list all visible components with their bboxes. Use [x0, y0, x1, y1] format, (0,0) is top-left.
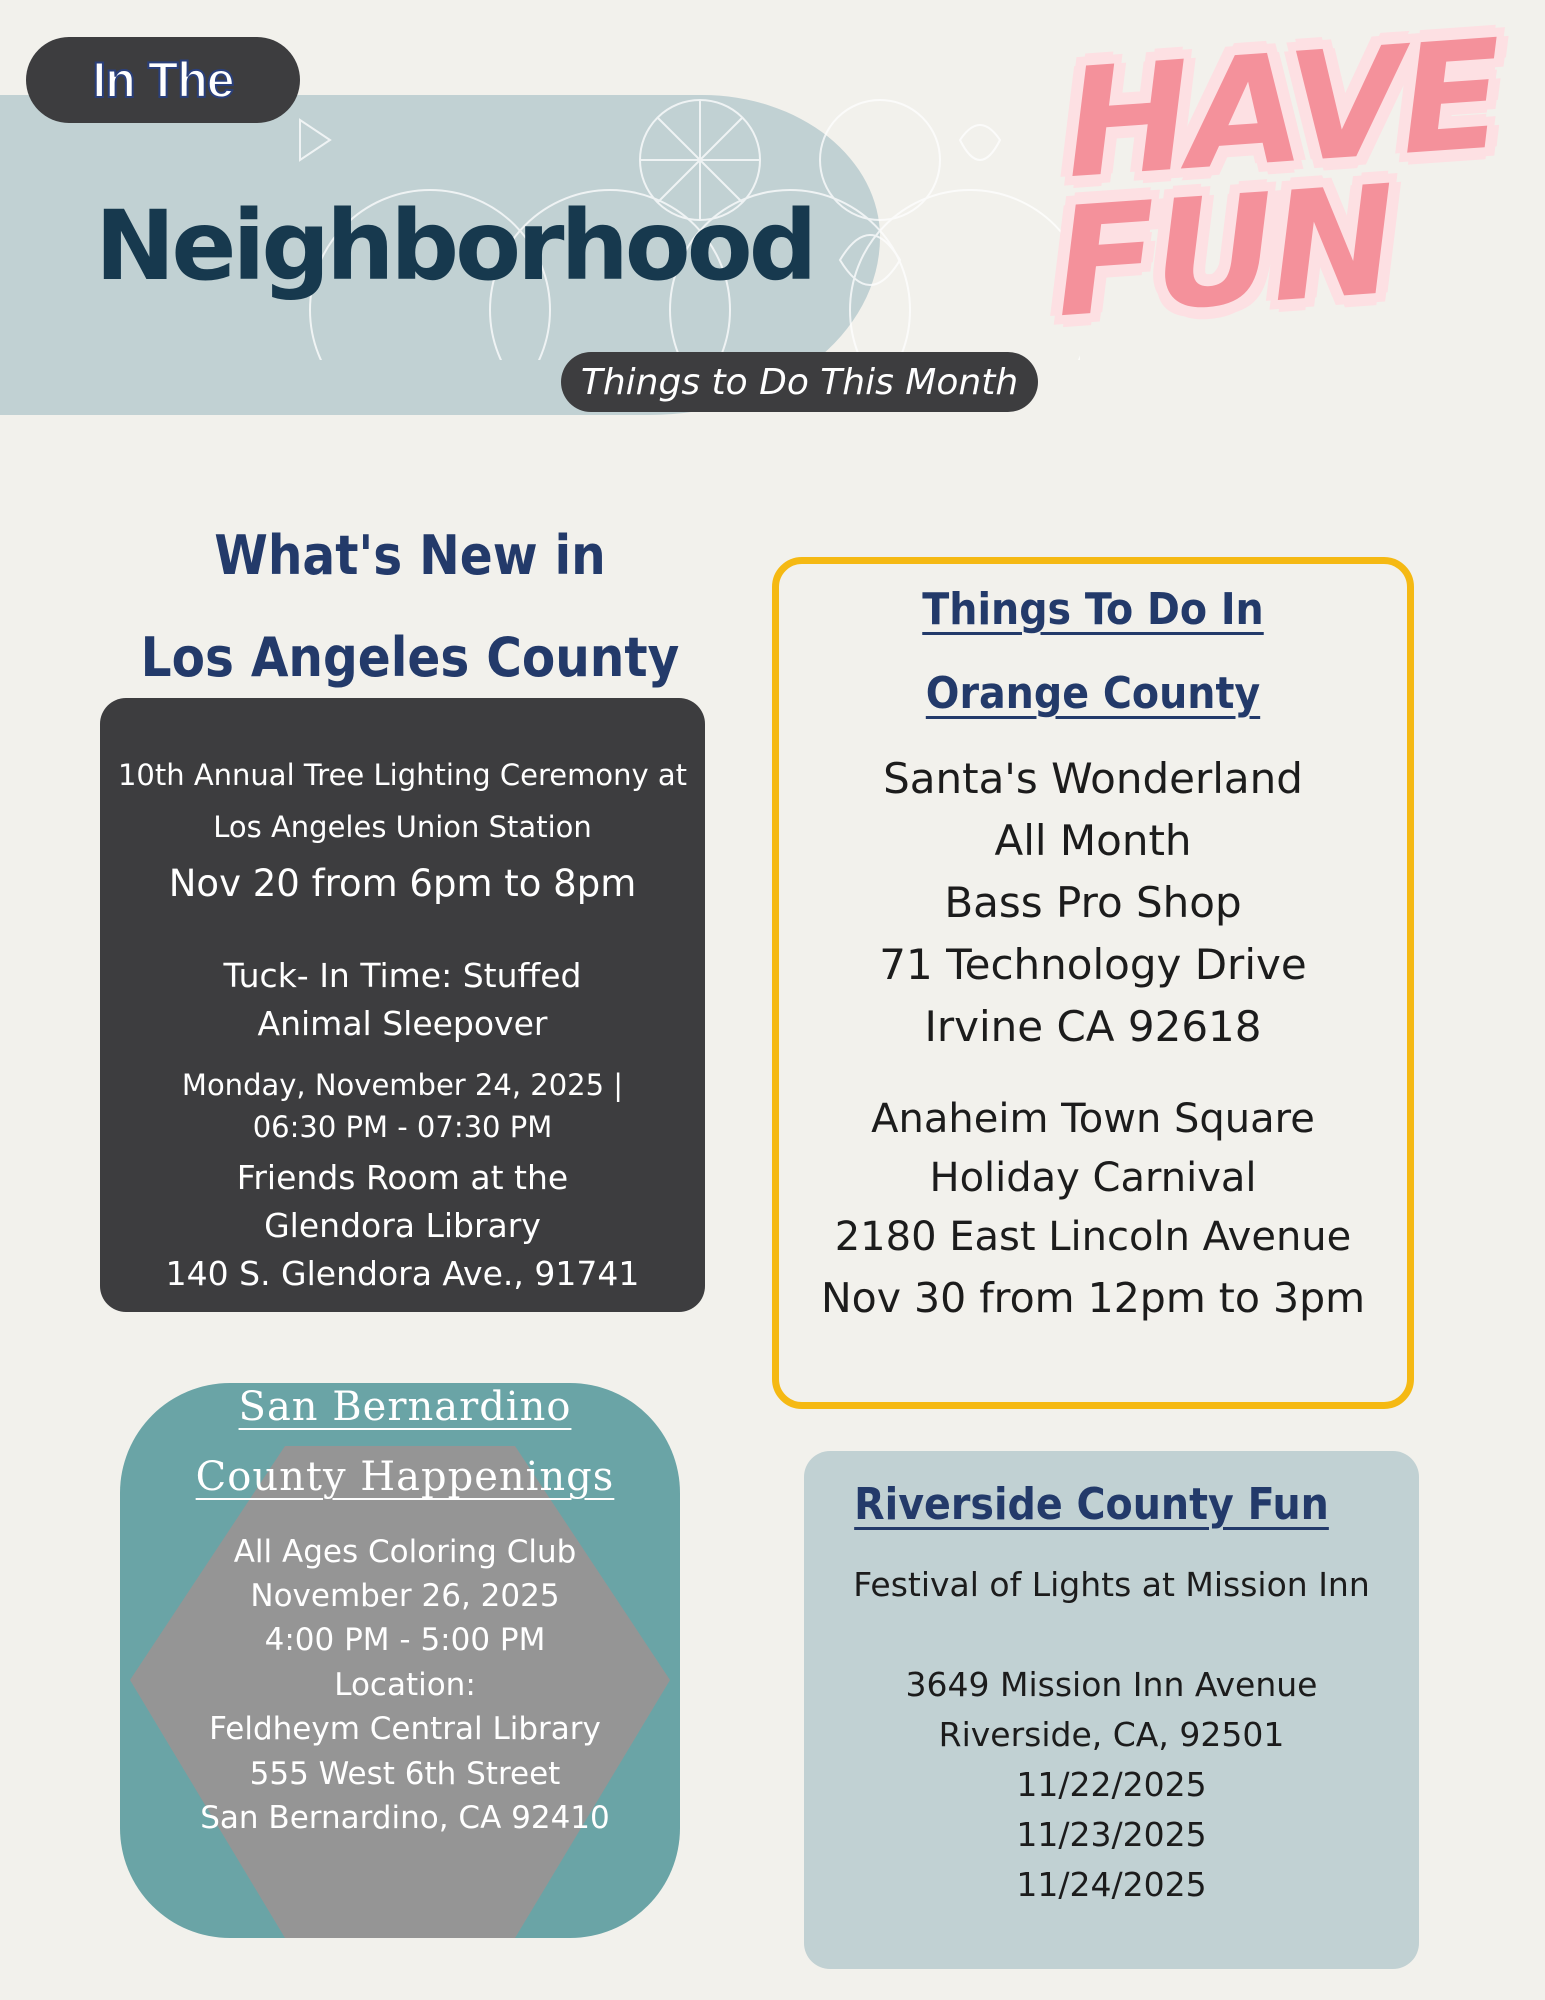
la-section-heading	[100, 505, 720, 709]
la-event1-title-line2: Los Angeles Union Station	[213, 810, 592, 844]
page-subtitle: Things to Do This Month	[561, 352, 1038, 412]
sb-line: Location:	[334, 1667, 476, 1703]
have-fun-line2: FUN	[1049, 154, 1399, 352]
oc-event2-line: Anaheim Town Square	[871, 1096, 1315, 1142]
la-heading-line2: Los Angeles County	[140, 626, 680, 689]
page-title: Neighborhood	[95, 190, 814, 302]
oc-event1-line: Santa's Wonderland	[883, 754, 1303, 803]
sb-line: 4:00 PM - 5:00 PM	[264, 1622, 546, 1658]
la-event2-date: Monday, November 24, 2025 |	[181, 1068, 624, 1102]
riverside-date: 11/23/2025	[1016, 1815, 1207, 1854]
la-event2-time: 06:30 PM - 07:30 PM	[252, 1110, 553, 1144]
riverside-date: 11/22/2025	[1016, 1765, 1207, 1804]
riverside-city: Riverside, CA, 92501	[938, 1715, 1285, 1754]
la-event1-title: 10th Annual Tree Lighting Ceremony at	[117, 758, 688, 792]
riverside-date: 11/24/2025	[1016, 1865, 1207, 1904]
oc-event2-line: 2180 East Lincoln Avenue	[834, 1214, 1352, 1260]
la-event2-title: Tuck- In Time: Stuffed	[223, 956, 582, 995]
la-heading-line1: What's New in	[214, 524, 606, 587]
in-the-label: In The	[26, 37, 300, 123]
sb-line: 555 West 6th Street	[249, 1756, 561, 1792]
la-event2-location: Friends Room at the	[236, 1158, 569, 1197]
oc-event2-line: Holiday Carnival	[929, 1155, 1257, 1201]
la-event1-time: Nov 20 from 6pm to 8pm	[168, 862, 637, 905]
la-events-card	[100, 698, 705, 1312]
sb-line: All Ages Coloring Club	[233, 1534, 577, 1570]
sb-line: Feldheym Central Library	[209, 1711, 601, 1747]
riverside-event-title: Festival of Lights at Mission Inn	[853, 1565, 1370, 1604]
oc-event1-line: 71 Technology Drive	[879, 940, 1307, 989]
have-fun-line1: HAVE	[1059, 8, 1505, 213]
la-event2-location-line2: Glendora Library	[264, 1206, 541, 1245]
riverside-heading: Riverside County Fun	[854, 1479, 1329, 1530]
oc-event2-time: Nov 30 from 12pm to 3pm	[820, 1274, 1366, 1322]
oc-event1-line: Bass Pro Shop	[944, 878, 1242, 927]
sb-heading-line2: County Happenings	[195, 1454, 615, 1500]
oc-events-card	[772, 557, 1414, 1409]
oc-heading-line2: Orange County	[925, 668, 1261, 719]
oc-heading-line1: Things To Do In	[922, 584, 1264, 635]
la-event2-address: 140 S. Glendora Ave., 91741	[165, 1254, 640, 1293]
oc-event1-line: Irvine CA 92618	[924, 1002, 1262, 1051]
la-event2-title-line2: Animal Sleepover	[257, 1004, 548, 1043]
sb-line: San Bernardino, CA 92410	[200, 1800, 610, 1836]
riverside-events-card	[804, 1451, 1419, 1969]
oc-event1-line: All Month	[994, 816, 1192, 865]
sb-heading-line1: San Bernardino	[238, 1384, 572, 1430]
have-fun-badge	[1049, 8, 1545, 475]
sb-line: November 26, 2025	[250, 1578, 560, 1614]
riverside-address: 3649 Mission Inn Avenue	[905, 1665, 1318, 1704]
